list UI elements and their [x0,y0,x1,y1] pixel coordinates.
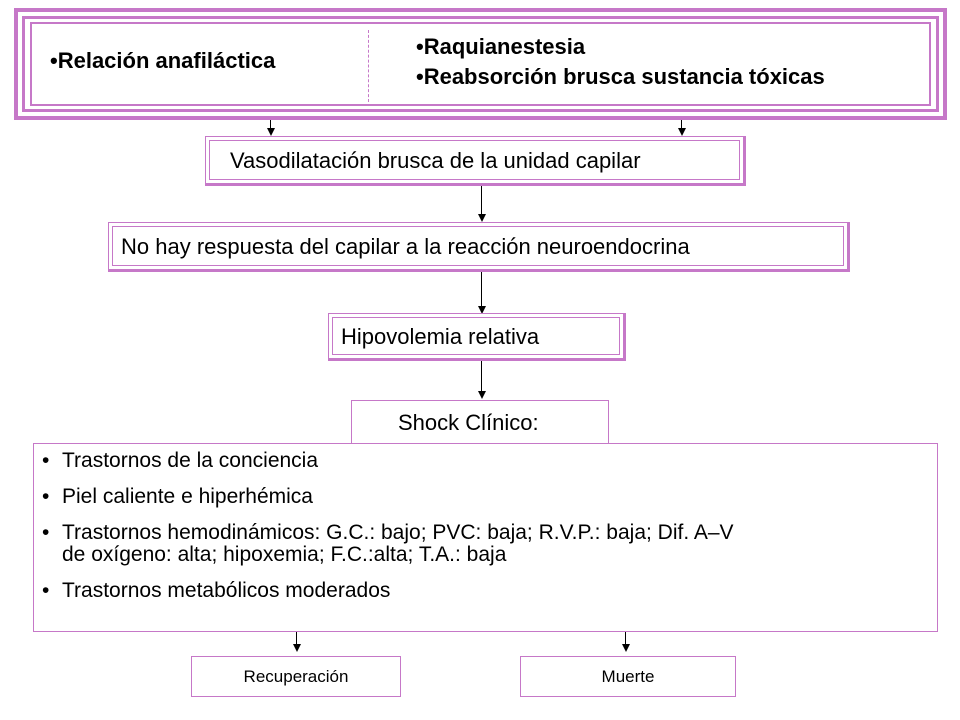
shock-box [351,400,609,444]
cause-right-list [416,32,825,92]
death-text: Muerte [601,667,655,686]
arrow-head [267,128,275,136]
symptom-metabolic: • Trastornos metabólicos moderados [42,579,391,602]
cause-anaphylactic: Relación anafiláctica [57,48,276,73]
vasodilation-text: Vasodilatación brusca de la unidad capilar [230,148,641,173]
causes-divider [368,30,369,102]
bullet: • [50,48,58,73]
cause-spinal-anesthesia: Raquianestesia [423,34,586,59]
symptoms-list [42,450,922,602]
arrow-head [678,128,686,136]
symptoms-box [33,443,938,632]
no-response-box [108,222,850,272]
arrow-head [478,391,486,399]
arrow-head [478,214,486,222]
hypovolemia-box [328,313,626,361]
hypovolemia-text: Hipovolemia relativa [341,324,540,349]
arrow-line [481,272,482,308]
symptom-consciousness: • Trastornos de la conciencia [42,449,319,472]
recovery-text: Recuperación [243,667,349,686]
bullet: • [416,64,424,89]
cause-toxic-reabsorption: Reabsorción brusca sustancia tóxicas [423,64,825,89]
arrow-line [481,186,482,216]
symptom-hemodynamic-continued: de oxígeno: alta; hipoxemia; F.C.:alta; T.A.: baja [62,543,507,566]
shock-text: Shock Clínico: [398,410,539,435]
symptom-skin: • Piel caliente e hiperhémica [42,485,313,508]
arrow-head [622,644,630,652]
cause-item [416,32,825,62]
cause-item [416,62,825,92]
arrow-line [481,361,482,393]
cause-left [50,46,275,76]
bullet: • [416,34,424,59]
vasodilation-box [205,136,746,186]
death-box [520,656,736,697]
no-response-text: No hay respuesta del capilar a la reacción neuroendocrina [121,234,690,259]
arrow-head [293,644,301,652]
symptom-hemodynamic: • Trastornos hemodinámicos: G.C.: bajo; PVC: baja; R.V.P.: baja; Dif. A–V [42,521,734,544]
recovery-box [191,656,401,697]
